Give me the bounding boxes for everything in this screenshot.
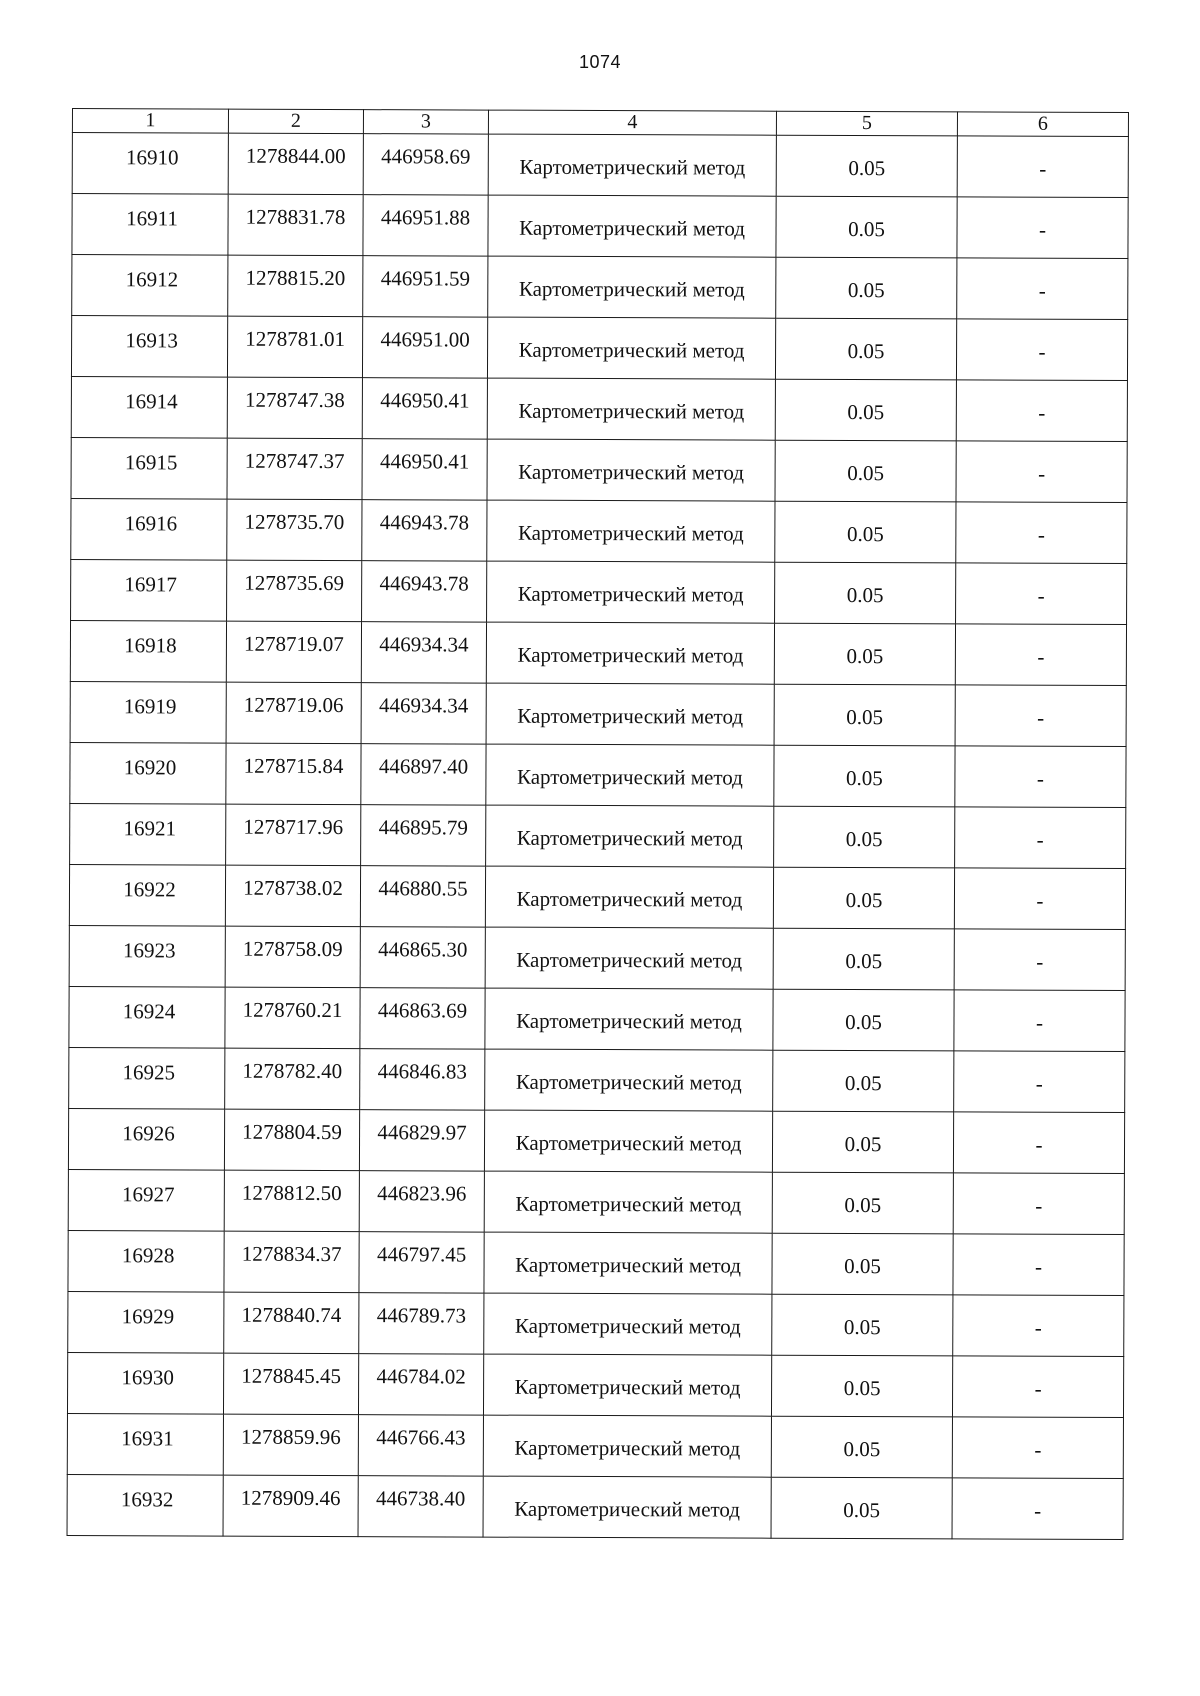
point-number-cell: 16912 <box>72 255 228 317</box>
method-cell: Картометрический метод <box>487 378 775 440</box>
x-coordinate-cell: 1278735.69 <box>227 560 362 622</box>
y-coordinate-cell: 446951.00 <box>362 317 487 378</box>
point-number-cell: 16915 <box>71 437 227 499</box>
point-number-cell: 16916 <box>71 498 227 560</box>
y-coordinate-cell: 446951.59 <box>363 256 488 317</box>
table-row <box>68 1169 1124 1234</box>
x-coordinate-cell: 1278735.70 <box>227 499 362 561</box>
point-number-cell: 16913 <box>71 316 227 378</box>
point-number-cell: 16920 <box>70 742 226 804</box>
table-row <box>67 1352 1123 1417</box>
column-header-5: 5 <box>776 111 957 136</box>
column-header-2: 2 <box>228 109 363 134</box>
accuracy-cell: 0.05 <box>775 379 956 441</box>
x-coordinate-cell: 1278812.50 <box>224 1170 359 1232</box>
point-number-cell: 16925 <box>69 1047 225 1109</box>
y-coordinate-cell: 446789.73 <box>359 1293 484 1354</box>
x-coordinate-cell: 1278747.38 <box>227 377 362 439</box>
accuracy-cell: 0.05 <box>773 928 954 990</box>
y-coordinate-cell: 446951.88 <box>363 195 488 256</box>
note-cell: - <box>955 807 1126 869</box>
note-cell: - <box>956 441 1127 503</box>
y-coordinate-cell: 446958.69 <box>363 134 488 195</box>
point-number-cell: 16927 <box>68 1169 224 1231</box>
y-coordinate-cell: 446766.43 <box>358 1415 483 1476</box>
accuracy-cell: 0.05 <box>774 745 955 807</box>
point-number-cell: 16919 <box>70 681 226 743</box>
point-number-cell: 16926 <box>68 1108 224 1170</box>
method-cell: Картометрический метод <box>486 805 774 867</box>
note-cell: - <box>953 1234 1124 1296</box>
accuracy-cell: 0.05 <box>773 989 954 1051</box>
table-row <box>67 1474 1123 1539</box>
note-cell: - <box>952 1478 1123 1540</box>
point-number-cell: 16917 <box>71 559 227 621</box>
x-coordinate-cell: 1278845.45 <box>223 1353 358 1415</box>
note-cell: - <box>954 929 1125 991</box>
table-row <box>71 316 1127 381</box>
table-row <box>71 498 1127 563</box>
method-cell: Картометрический метод <box>485 866 773 928</box>
note-cell: - <box>952 1417 1123 1479</box>
method-cell: Картометрический метод <box>487 500 775 562</box>
table-row <box>71 376 1127 441</box>
accuracy-cell: 0.05 <box>776 196 957 258</box>
y-coordinate-cell: 446895.79 <box>361 805 486 866</box>
method-cell: Картометрический метод <box>488 134 776 196</box>
point-number-cell: 16924 <box>69 986 225 1048</box>
column-header-1: 1 <box>72 109 228 134</box>
note-cell: - <box>957 197 1128 259</box>
x-coordinate-cell: 1278782.40 <box>225 1048 360 1110</box>
x-coordinate-cell: 1278758.09 <box>225 926 360 988</box>
table-row <box>69 864 1125 929</box>
x-coordinate-cell: 1278815.20 <box>228 255 363 317</box>
accuracy-cell: 0.05 <box>775 440 956 502</box>
x-coordinate-cell: 1278859.96 <box>223 1414 358 1476</box>
y-coordinate-cell: 446897.40 <box>361 744 486 805</box>
note-cell: - <box>954 868 1125 930</box>
x-coordinate-cell: 1278717.96 <box>226 804 361 866</box>
table-row <box>70 620 1126 685</box>
accuracy-cell: 0.05 <box>774 623 955 685</box>
table-row <box>71 559 1127 624</box>
accuracy-cell: 0.05 <box>774 806 955 868</box>
note-cell: - <box>953 1112 1124 1174</box>
method-cell: Картометрический метод <box>488 256 776 318</box>
note-cell: - <box>956 502 1127 564</box>
note-cell: - <box>955 624 1126 686</box>
method-cell: Картометрический метод <box>483 1476 771 1538</box>
point-number-cell: 16918 <box>70 620 226 682</box>
note-cell: - <box>955 685 1126 747</box>
y-coordinate-cell: 446865.30 <box>360 927 485 988</box>
column-header-3: 3 <box>363 110 488 134</box>
note-cell: - <box>955 746 1126 808</box>
table-row <box>67 1413 1123 1478</box>
coordinates-table-container <box>67 108 1128 1540</box>
accuracy-cell: 0.05 <box>772 1233 953 1295</box>
note-cell: - <box>952 1356 1123 1418</box>
table-row <box>71 437 1127 502</box>
method-cell: Картометрический метод <box>484 1110 772 1172</box>
table-row <box>69 986 1125 1051</box>
accuracy-cell: 0.05 <box>772 1294 953 1356</box>
accuracy-cell: 0.05 <box>771 1355 952 1417</box>
accuracy-cell: 0.05 <box>774 684 955 746</box>
method-cell: Картометрический метод <box>488 195 776 257</box>
method-cell: Картометрический метод <box>487 561 775 623</box>
y-coordinate-cell: 446863.69 <box>360 988 485 1049</box>
accuracy-cell: 0.05 <box>775 318 956 380</box>
y-coordinate-cell: 446784.02 <box>358 1354 483 1415</box>
method-cell: Картометрический метод <box>486 683 774 745</box>
point-number-cell: 16922 <box>69 864 225 926</box>
accuracy-cell: 0.05 <box>771 1416 952 1478</box>
table-row <box>72 133 1128 198</box>
table-row <box>68 1230 1124 1295</box>
note-cell: - <box>956 319 1127 381</box>
method-cell: Картометрический метод <box>486 622 774 684</box>
point-number-cell: 16921 <box>70 803 226 865</box>
table-row <box>70 803 1126 868</box>
y-coordinate-cell: 446943.78 <box>362 500 487 561</box>
x-coordinate-cell: 1278715.84 <box>226 743 361 805</box>
accuracy-cell: 0.05 <box>773 1050 954 1112</box>
x-coordinate-cell: 1278804.59 <box>224 1109 359 1171</box>
method-cell: Картометрический метод <box>484 1171 772 1233</box>
note-cell: - <box>957 136 1128 198</box>
table-row <box>72 194 1128 259</box>
accuracy-cell: 0.05 <box>776 135 957 197</box>
point-number-cell: 16910 <box>72 133 228 195</box>
note-cell: - <box>953 1173 1124 1235</box>
accuracy-cell: 0.05 <box>776 257 957 319</box>
x-coordinate-cell: 1278747.37 <box>227 438 362 500</box>
y-coordinate-cell: 446934.34 <box>361 683 486 744</box>
method-cell: Картометрический метод <box>485 927 773 989</box>
y-coordinate-cell: 446943.78 <box>362 561 487 622</box>
point-number-cell: 16929 <box>68 1291 224 1353</box>
x-coordinate-cell: 1278719.07 <box>226 621 361 683</box>
y-coordinate-cell: 446823.96 <box>359 1171 484 1232</box>
x-coordinate-cell: 1278760.21 <box>225 987 360 1049</box>
column-header-6: 6 <box>957 112 1128 137</box>
table-body <box>67 133 1128 1540</box>
x-coordinate-cell: 1278844.00 <box>228 133 363 195</box>
x-coordinate-cell: 1278719.06 <box>226 682 361 744</box>
accuracy-cell: 0.05 <box>773 867 954 929</box>
x-coordinate-cell: 1278781.01 <box>227 316 362 378</box>
accuracy-cell: 0.05 <box>772 1172 953 1234</box>
method-cell: Картометрический метод <box>487 317 775 379</box>
note-cell: - <box>954 1051 1125 1113</box>
y-coordinate-cell: 446738.40 <box>358 1476 483 1537</box>
y-coordinate-cell: 446934.34 <box>361 622 486 683</box>
method-cell: Картометрический метод <box>484 1232 772 1294</box>
table-row <box>70 742 1126 807</box>
x-coordinate-cell: 1278909.46 <box>223 1475 358 1537</box>
table-row <box>69 925 1125 990</box>
method-cell: Картометрический метод <box>485 988 773 1050</box>
page-number: 1074 <box>578 52 622 72</box>
x-coordinate-cell: 1278840.74 <box>224 1292 359 1354</box>
table-row <box>68 1108 1124 1173</box>
method-cell: Картометрический метод <box>483 1354 771 1416</box>
x-coordinate-cell: 1278831.78 <box>228 194 363 256</box>
x-coordinate-cell: 1278738.02 <box>225 865 360 927</box>
method-cell: Картометрический метод <box>486 744 774 806</box>
y-coordinate-cell: 446829.97 <box>359 1110 484 1171</box>
point-number-cell: 16928 <box>68 1230 224 1292</box>
method-cell: Картометрический метод <box>487 439 775 501</box>
method-cell: Картометрический метод <box>485 1049 773 1111</box>
accuracy-cell: 0.05 <box>771 1477 952 1539</box>
y-coordinate-cell: 446846.83 <box>360 1049 485 1110</box>
point-number-cell: 16923 <box>69 925 225 987</box>
accuracy-cell: 0.05 <box>772 1111 953 1173</box>
note-cell: - <box>956 380 1127 442</box>
point-number-cell: 16931 <box>67 1413 223 1475</box>
y-coordinate-cell: 446797.45 <box>359 1232 484 1293</box>
table-row <box>69 1047 1125 1112</box>
note-cell: - <box>956 563 1127 625</box>
note-cell: - <box>954 990 1125 1052</box>
point-number-cell: 16932 <box>67 1474 223 1536</box>
point-number-cell: 16911 <box>72 194 228 256</box>
method-cell: Картометрический метод <box>484 1293 772 1355</box>
table-row <box>70 681 1126 746</box>
y-coordinate-cell: 446950.41 <box>362 378 487 439</box>
accuracy-cell: 0.05 <box>775 562 956 624</box>
column-header-4: 4 <box>488 110 776 135</box>
table-row <box>72 255 1128 320</box>
accuracy-cell: 0.05 <box>775 501 956 563</box>
note-cell: - <box>957 258 1128 320</box>
note-cell: - <box>953 1295 1124 1357</box>
x-coordinate-cell: 1278834.37 <box>224 1231 359 1293</box>
method-cell: Картометрический метод <box>483 1415 771 1477</box>
coordinates-table <box>67 108 1129 1540</box>
y-coordinate-cell: 446950.41 <box>362 439 487 500</box>
point-number-cell: 16914 <box>71 376 227 438</box>
table-row <box>68 1291 1124 1356</box>
point-number-cell: 16930 <box>67 1352 223 1414</box>
y-coordinate-cell: 446880.55 <box>360 866 485 927</box>
